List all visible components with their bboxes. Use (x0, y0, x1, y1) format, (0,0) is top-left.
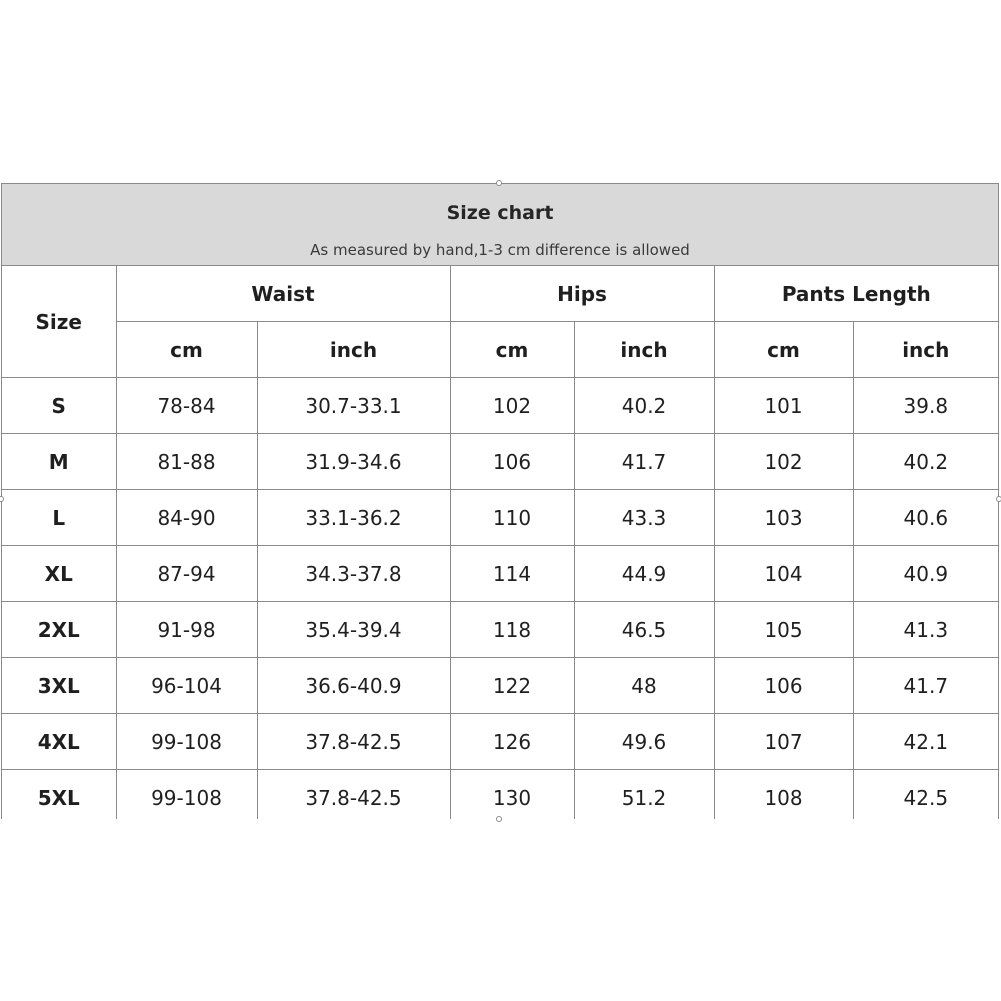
size-cell: 5XL (2, 770, 116, 820)
hips-cm-cell: 102 (450, 378, 574, 434)
waist-cm-header: cm (116, 322, 257, 378)
hips-inch-cell: 44.9 (574, 546, 714, 602)
size-chart-table (1, 183, 999, 819)
hips-cm-cell: 110 (450, 490, 574, 546)
pants-length-inch-cell: 41.7 (853, 658, 998, 714)
hips-cm-cell: 114 (450, 546, 574, 602)
pants-length-inch-cell: 42.1 (853, 714, 998, 770)
waist-cm-cell: 96-104 (116, 658, 257, 714)
pants-length-inch-cell: 40.6 (853, 490, 998, 546)
waist-inch-cell: 34.3-37.8 (257, 546, 450, 602)
table-row (2, 602, 998, 658)
hips-inch-cell: 49.6 (574, 714, 714, 770)
hips-inch-cell: 46.5 (574, 602, 714, 658)
waist-inch-cell: 35.4-39.4 (257, 602, 450, 658)
waist-inch-cell: 36.6-40.9 (257, 658, 450, 714)
pants-length-inch-cell: 41.3 (853, 602, 998, 658)
waist-inch-header: inch (257, 322, 450, 378)
waist-inch-cell: 31.9-34.6 (257, 434, 450, 490)
size-cell: S (2, 378, 116, 434)
table-row (2, 490, 998, 546)
hips-inch-cell: 41.7 (574, 434, 714, 490)
waist-inch-cell: 37.8-42.5 (257, 714, 450, 770)
pants-length-inch-cell: 40.2 (853, 434, 998, 490)
waist-inch-cell: 33.1-36.2 (257, 490, 450, 546)
chart-subtitle: As measured by hand,1-3 cm difference is allowed (310, 241, 690, 259)
size-cell: XL (2, 546, 116, 602)
waist-cm-cell: 99-108 (116, 714, 257, 770)
pants-length-inch-cell: 42.5 (853, 770, 998, 820)
hips-cm-cell: 122 (450, 658, 574, 714)
waist-header: Waist (116, 266, 450, 322)
pants-length-cm-cell: 101 (714, 378, 853, 434)
pants-length-cm-cell: 102 (714, 434, 853, 490)
pants-length-cm-cell: 108 (714, 770, 853, 820)
hips-cm-cell: 126 (450, 714, 574, 770)
waist-inch-cell: 37.8-42.5 (257, 770, 450, 820)
hips-inch-header: inch (574, 322, 714, 378)
table-row (2, 546, 998, 602)
size-cell: 2XL (2, 602, 116, 658)
size-cell: L (2, 490, 116, 546)
waist-cm-cell: 84-90 (116, 490, 257, 546)
frame-marker-top (496, 180, 502, 186)
hips-cm-cell: 106 (450, 434, 574, 490)
pants-length-cm-cell: 107 (714, 714, 853, 770)
pants-length-inch-header: inch (853, 322, 998, 378)
pants-length-cm-cell: 104 (714, 546, 853, 602)
size-cell: M (2, 434, 116, 490)
hips-header: Hips (450, 266, 714, 322)
hips-cm-cell: 118 (450, 602, 574, 658)
hips-cm-header: cm (450, 322, 574, 378)
size-grid (2, 266, 998, 819)
waist-cm-cell: 78-84 (116, 378, 257, 434)
table-row (2, 658, 998, 714)
title-band (2, 184, 998, 266)
waist-cm-cell: 99-108 (116, 770, 257, 820)
pants-length-cm-cell: 106 (714, 658, 853, 714)
hips-inch-cell: 40.2 (574, 378, 714, 434)
frame-marker-bottom (496, 816, 502, 822)
waist-inch-cell: 30.7-33.1 (257, 378, 450, 434)
frame-marker-right (996, 496, 1001, 502)
hips-inch-cell: 43.3 (574, 490, 714, 546)
pants-length-inch-cell: 40.9 (853, 546, 998, 602)
waist-cm-cell: 91-98 (116, 602, 257, 658)
pants-length-header: Pants Length (714, 266, 998, 322)
pants-length-cm-cell: 103 (714, 490, 853, 546)
pants-length-inch-cell: 39.8 (853, 378, 998, 434)
table-row (2, 378, 998, 434)
table-row (2, 434, 998, 490)
waist-cm-cell: 81-88 (116, 434, 257, 490)
hips-inch-cell: 51.2 (574, 770, 714, 820)
hips-cm-cell: 130 (450, 770, 574, 820)
chart-title: Size chart (446, 202, 554, 224)
table-row (2, 714, 998, 770)
size-cell: 4XL (2, 714, 116, 770)
size-header: Size (2, 266, 116, 378)
waist-cm-cell: 87-94 (116, 546, 257, 602)
table-row (2, 770, 998, 820)
pants-length-cm-header: cm (714, 322, 853, 378)
pants-length-cm-cell: 105 (714, 602, 853, 658)
size-cell: 3XL (2, 658, 116, 714)
size-grid-body (2, 378, 998, 820)
hips-inch-cell: 48 (574, 658, 714, 714)
